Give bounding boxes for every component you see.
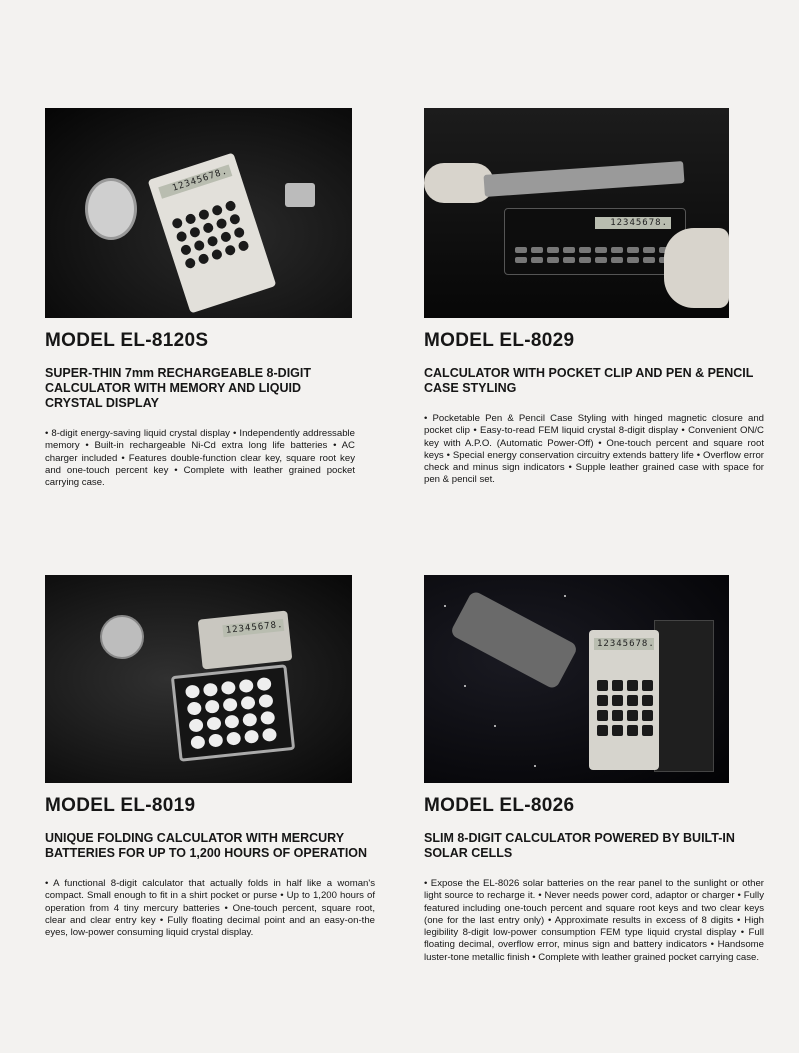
calculator-lid-image <box>198 610 293 669</box>
pen-case-image <box>483 161 684 197</box>
product-card-el-8026 <box>424 575 764 964</box>
model-title: MODEL EL-8120S <box>45 330 209 351</box>
product-photo <box>45 108 352 318</box>
product-description: • A functional 8-digit calculator that actually folds in half like a woman's compact. Small enough to fit in a shirt pocket or purse • Up to 1,200 hours of operation from 4 tiny mercury batteries • One-touch percent, square root, clear and clear entry key • Fully floating decimal point and an easy-on-the eyes, low-power consuming liquid crystal display. <box>45 878 375 939</box>
model-title: MODEL EL-8019 <box>45 795 196 816</box>
hand-image <box>664 228 729 308</box>
calculator-display: 12345678. <box>595 217 671 229</box>
calculator-display: 12345678. <box>594 638 654 650</box>
product-headline: CALCULATOR WITH POCKET CLIP AND PEN & PENCIL CASE STYLING <box>424 366 754 395</box>
product-card-el-8019 <box>45 575 375 939</box>
pocket-watch-icon <box>100 615 144 659</box>
cufflink-image <box>285 183 315 207</box>
bleed-through-text <box>40 40 780 90</box>
calculator-display: 12345678. <box>158 165 232 199</box>
calculator-image <box>148 153 277 314</box>
case-image <box>654 620 714 772</box>
calculator-image <box>171 664 295 762</box>
product-headline: SLIM 8-DIGIT CALCULATOR POWERED BY BUILT-IN SOLAR CELLS <box>424 831 735 860</box>
model-title: MODEL EL-8029 <box>424 330 575 351</box>
product-card-el-8120s <box>45 108 355 489</box>
product-headline: SUPER-THIN 7mm RECHARGEABLE 8-DIGIT CALCULATOR WITH MEMORY AND LIQUID CRYSTAL DISPLAY <box>45 366 311 410</box>
product-photo <box>45 575 352 783</box>
calculator-display: 12345678. <box>222 619 284 637</box>
product-description: • Expose the EL-8026 solar batteries on the rear panel to the sunlight or other light source to recharge it. • Never needs power cord, adaptor or charger • Fully featured including one-touch percent and square root keys and two clear keys (one for the last entry only) • Approximate results in excess of 8 digits • High legibility 8-digit low-power consumption FEM type liquid crystal display • Full floating decimal, overflow error, minus sign and battery indicators • Handsome luster-tone metallic finish • Complete with leather grained pocket carrying case. <box>424 878 764 963</box>
product-card-el-8029 <box>424 108 764 487</box>
product-description: • 8-digit energy-saving liquid crystal display • Independently addressable memory • Built-in rechargeable Ni-Cd extra long life batteries • AC charger included • Features double-function clear key, square root key and one-touch percent key • Complete with leather grained pocket carrying case. <box>45 428 355 489</box>
product-photo <box>424 108 729 318</box>
model-title: MODEL EL-8026 <box>424 795 575 816</box>
pocket-watch-icon <box>85 178 137 240</box>
product-headline: UNIQUE FOLDING CALCULATOR WITH MERCURY BATTERIES FOR UP TO 1,200 HOURS OF OPERATION <box>45 831 368 860</box>
product-description: • Pocketable Pen & Pencil Case Styling with hinged magnetic closure and pocket clip • Easy-to-read FEM liquid crystal 8-digit display • Convenient ON/C key with A.P.O. (Automatic Power-Off) • One-touch percent and square root keys • Special energy conservation circuitry extends battery life • Overflow error check and minus sign indicators • Supple leather grained case with space for pen & pencil set. <box>424 413 764 486</box>
product-photo <box>424 575 729 783</box>
calculator-image <box>504 208 686 275</box>
calculator-image <box>589 630 659 770</box>
satellite-image <box>449 590 578 690</box>
